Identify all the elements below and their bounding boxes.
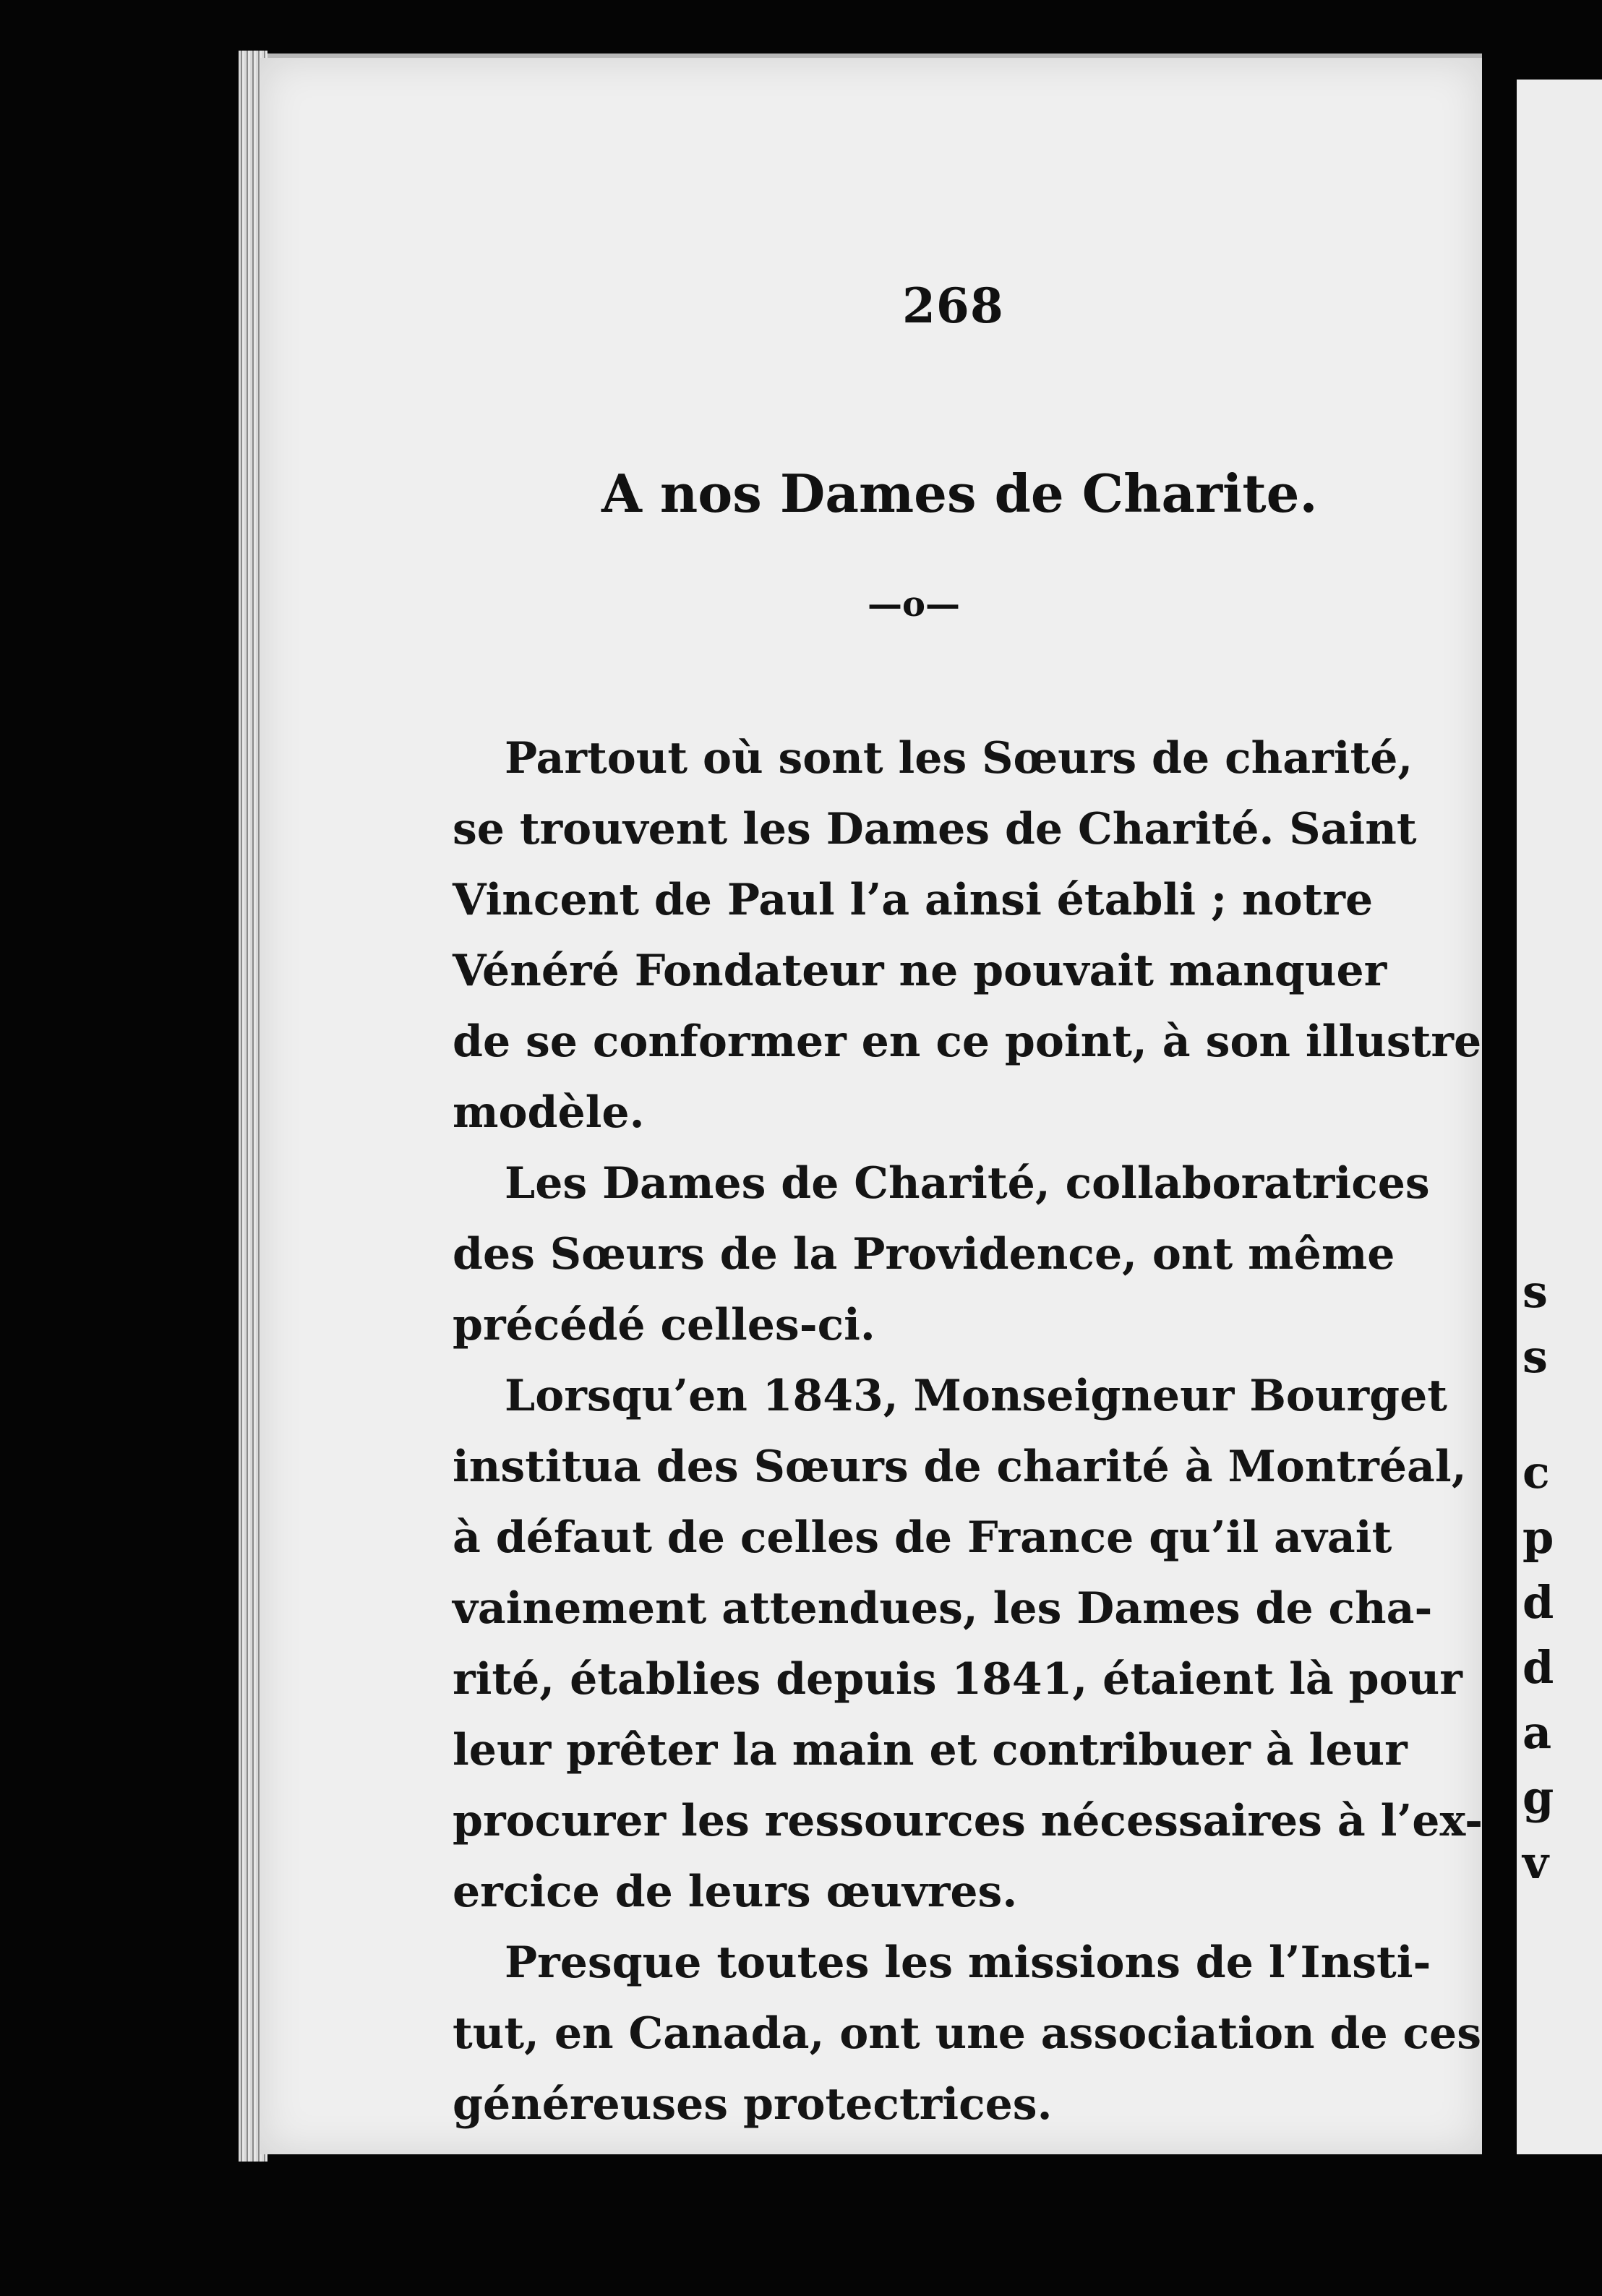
text-line: généreuses protectrices. xyxy=(453,2079,1053,2130)
text-line: Vincent de Paul l’a ainsi établi ; notre xyxy=(453,875,1374,925)
adjacent-page-fragment: d xyxy=(1522,1641,1554,1694)
text-line: vainement attendues, les Dames de cha- xyxy=(453,1583,1433,1634)
text-line: leur prêter la main et contribuer à leur xyxy=(453,1725,1408,1775)
text-line: de se conformer en ce point, à son illustre xyxy=(453,1016,1482,1067)
adjacent-page-fragment: s xyxy=(1522,1265,1548,1318)
text-line: des Sœurs de la Providence, ont même xyxy=(453,1229,1395,1280)
adjacent-page-fragment: a xyxy=(1522,1706,1552,1759)
text-line: Partout où sont les Sœurs de charité, xyxy=(505,733,1413,784)
title-separator: —o— xyxy=(868,584,961,625)
text-line: procurer les ressources nécessaires à l’ex- xyxy=(453,1796,1483,1846)
text-line: Lorsqu’en 1843, Monseigneur Bourget xyxy=(505,1371,1448,1421)
text-line: modèle. xyxy=(453,1087,645,1138)
adjacent-page-fragment: v xyxy=(1522,1836,1549,1889)
chapter-title: A nos Dames de Charite. xyxy=(601,463,1318,524)
adjacent-page-fragment: c xyxy=(1522,1446,1550,1499)
adjacent-page-fragment: g xyxy=(1522,1771,1554,1824)
text-line: tut, en Canada, ont une association de ces xyxy=(453,2008,1482,2059)
adjacent-page-fragment: s xyxy=(1522,1330,1548,1383)
adjacent-page-fragment: d xyxy=(1522,1576,1554,1629)
adjacent-page-fragment: p xyxy=(1522,1511,1554,1564)
text-line: précédé celles-ci. xyxy=(453,1300,875,1350)
text-line: institua des Sœurs de charité à Montréal, xyxy=(453,1442,1467,1492)
text-line: se trouvent les Dames de Charité. Saint xyxy=(453,804,1417,854)
adjacent-page xyxy=(1517,80,1602,2154)
page-number: 268 xyxy=(902,278,1004,334)
text-line: à défaut de celles de France qu’il avait xyxy=(453,1512,1392,1563)
text-line: Presque toutes les missions de l’Insti- xyxy=(505,1937,1431,1988)
body-text xyxy=(453,723,1483,2140)
text-line: ercice de leurs œuvres. xyxy=(453,1867,1018,1917)
text-line: rité, établies depuis 1841, étaient là pour xyxy=(453,1654,1462,1705)
text-line: Vénéré Fondateur ne pouvait manquer xyxy=(453,946,1387,996)
text-line: Les Dames de Charité, collaboratrices xyxy=(505,1158,1430,1209)
